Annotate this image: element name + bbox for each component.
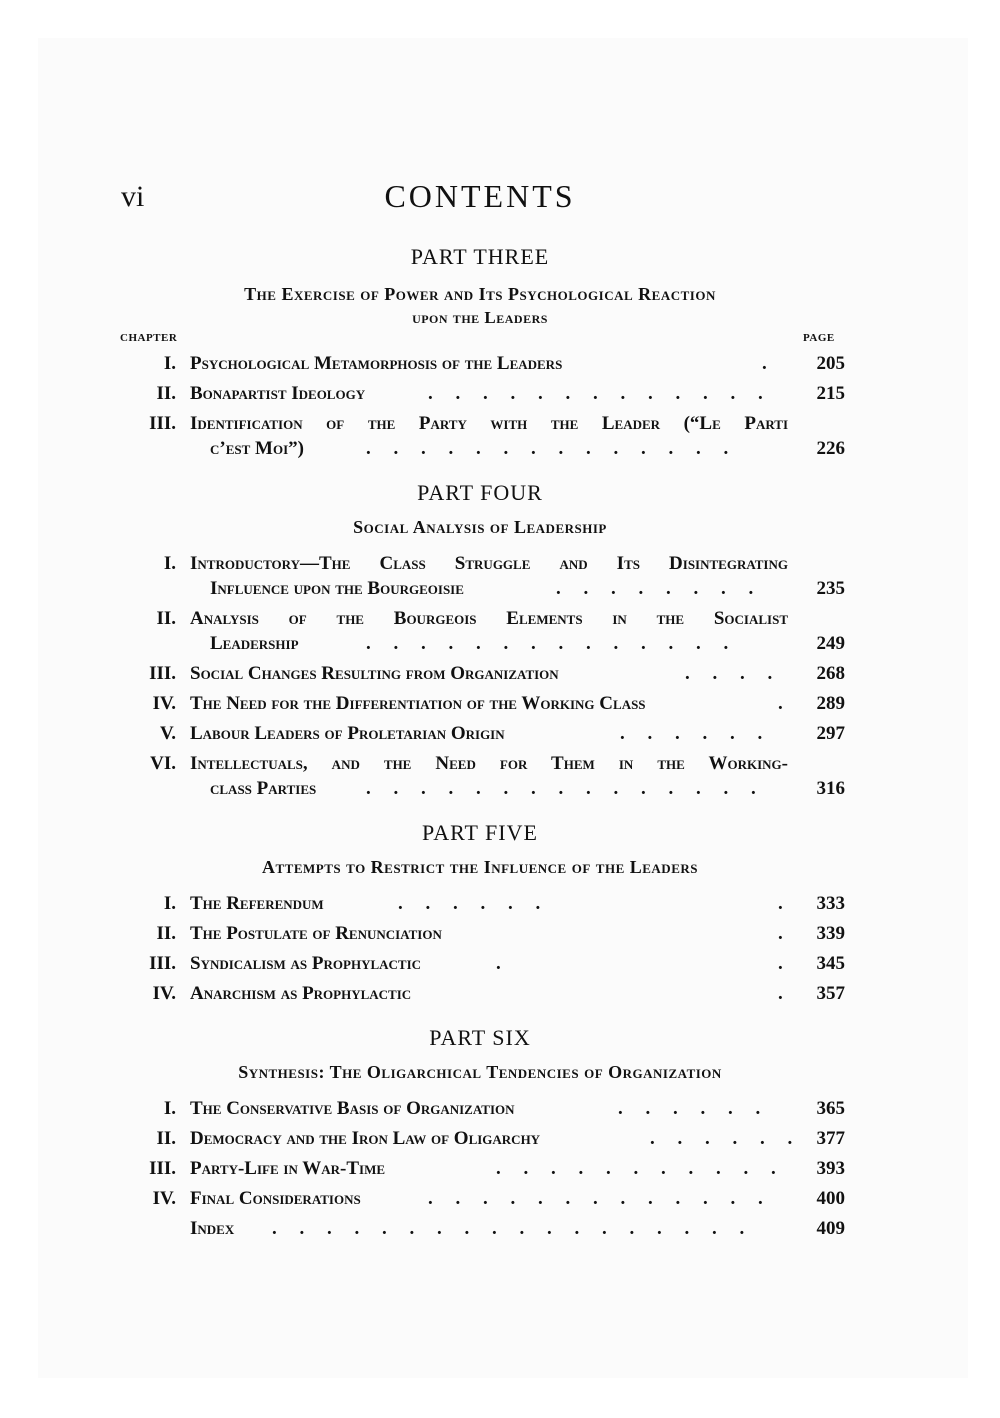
chapter-page: 333 (816, 893, 845, 914)
chapter-number: II. (156, 383, 176, 404)
chapter-column-label: CHAPTER (120, 332, 178, 344)
chapter-number: III. (149, 1158, 176, 1179)
chapter-number: VI. (150, 753, 176, 774)
dot-leader: . . . . . . . . . . . . . . (366, 633, 738, 654)
chapter-title: Labour Leaders of Proletarian Origin (190, 723, 505, 744)
toc-entry[interactable] (110, 606, 845, 656)
chapter-page: 365 (816, 1098, 845, 1119)
part-five-heading: PART FIVE (422, 820, 538, 845)
chapter-page: 316 (816, 778, 845, 799)
chapter-page: 393 (816, 1158, 845, 1179)
chapter-title-continued: Influence upon the Bourgeoisie (210, 578, 464, 599)
part-five-subtitle: Attempts to Restrict the Influence of the Leaders (262, 857, 698, 877)
chapter-page: 409 (816, 1218, 845, 1239)
chapter-page: 357 (816, 983, 845, 1004)
chapter-title: Introductory—The Class Struggle and Its Disintegrating (190, 553, 788, 574)
page-number: vi (121, 180, 145, 213)
chapter-title: Analysis of the Bourgeois Elements in the Socialist (190, 608, 788, 629)
dot-leader: . . . . . . . . . . . . . . . . . . (272, 1218, 754, 1239)
chapter-number: III. (149, 413, 176, 434)
chapter-title: Party-Life in War-Time (190, 1158, 386, 1179)
dot-leader: . (762, 353, 776, 374)
chapter-title: Final Considerations (190, 1188, 361, 1209)
chapter-title: Democracy and the Iron Law of Oligarchy (190, 1128, 541, 1149)
part-four-subtitle: Social Analysis of Leadership (353, 517, 607, 537)
chapter-page: 268 (816, 663, 845, 684)
chapter-title: The Postulate of Renunciation (190, 923, 442, 944)
dot-leader: . . . . . . . . . . . (496, 1158, 785, 1179)
chapter-number: I. (163, 1098, 176, 1119)
chapter-page: 377 (816, 1128, 845, 1149)
dot-leader: . (778, 953, 792, 974)
chapter-title: Index (190, 1218, 235, 1239)
chapter-title: Intellectuals, and the Need for Them in the Working- (190, 753, 788, 774)
toc-entry[interactable] (110, 411, 845, 461)
dot-leader: . . . . . . . . (556, 578, 763, 599)
dot-leader: . (778, 923, 792, 944)
part-three-heading: PART THREE (410, 244, 550, 269)
chapter-page: 235 (816, 578, 845, 599)
chapter-title: The Need for the Differentiation of the Working Class (190, 693, 646, 714)
chapter-page: 205 (816, 353, 845, 374)
page-title: CONTENTS (384, 178, 576, 214)
chapter-title-continued: c’est Moi”) (210, 438, 304, 459)
chapter-title: Identification of the Party with the Leader (“Le Parti (190, 413, 788, 434)
dot-leader: . (496, 953, 510, 974)
dot-leader: . . . . . . . . . . . . . . (366, 438, 738, 459)
chapter-number: V. (159, 723, 176, 744)
chapter-title-continued: class Parties (210, 778, 317, 799)
page-column-label: PAGE (803, 332, 835, 344)
chapter-page: 345 (816, 953, 845, 974)
chapter-title: Syndicalism as Prophylactic (190, 953, 422, 974)
chapter-title: Bonapartist Ideology (190, 383, 366, 404)
chapter-number: I. (163, 553, 176, 574)
dot-leader: . . . . . . (398, 893, 550, 914)
chapter-page: 226 (816, 438, 845, 459)
chapter-number: II. (156, 923, 176, 944)
chapter-title: The Conservative Basis of Organization (190, 1098, 515, 1119)
chapter-page: 400 (816, 1188, 845, 1209)
dot-leader: . . . . . . . . . . . . . (428, 1188, 772, 1209)
chapter-title: The Referendum (190, 893, 324, 914)
chapter-page: 249 (816, 633, 845, 654)
part-four-heading: PART FOUR (417, 480, 543, 505)
chapter-title-continued: Leadership (210, 633, 299, 654)
chapter-number: I. (163, 893, 176, 914)
chapter-title: Psychological Metamorphosis of the Leaders (190, 353, 563, 374)
dot-leader: . . . . . . (618, 1098, 770, 1119)
part-three-subtitle-line-2: upon the Leaders (412, 308, 548, 327)
toc-entry[interactable] (110, 751, 845, 801)
chapter-title: Social Changes Resulting from Organization (190, 663, 559, 684)
dot-leader: . . . . . . (620, 723, 772, 744)
toc-entry[interactable] (110, 551, 845, 601)
dot-leader: . . . . . . . . . . . . . (428, 383, 772, 404)
dot-leader: . (778, 893, 792, 914)
part-six-subtitle: Synthesis: The Oligarchical Tendencies of Organization (238, 1062, 722, 1082)
chapter-number: IV. (152, 693, 176, 714)
dot-leader: . (778, 693, 792, 714)
dot-leader: . . . . . . (650, 1128, 802, 1149)
chapter-number: III. (149, 663, 176, 684)
part-six-heading: PART SIX (429, 1025, 531, 1050)
chapter-number: III. (149, 953, 176, 974)
dot-leader: . . . . . . . . . . . . . . . (366, 778, 765, 799)
chapter-title: Anarchism as Prophylactic (190, 983, 412, 1004)
dot-leader: . . . . (685, 663, 782, 684)
chapter-number: II. (156, 608, 176, 629)
chapter-page: 297 (816, 723, 845, 744)
chapter-page: 339 (816, 923, 845, 944)
chapter-page: 215 (816, 383, 845, 404)
chapter-number: IV. (152, 1188, 176, 1209)
chapter-number: II. (156, 1128, 176, 1149)
chapter-number: IV. (152, 983, 176, 1004)
part-three-subtitle-line-1: The Exercise of Power and Its Psychological Reaction (244, 284, 716, 304)
chapter-number: I. (163, 353, 176, 374)
chapter-page: 289 (816, 693, 845, 714)
dot-leader: . (778, 983, 792, 1004)
